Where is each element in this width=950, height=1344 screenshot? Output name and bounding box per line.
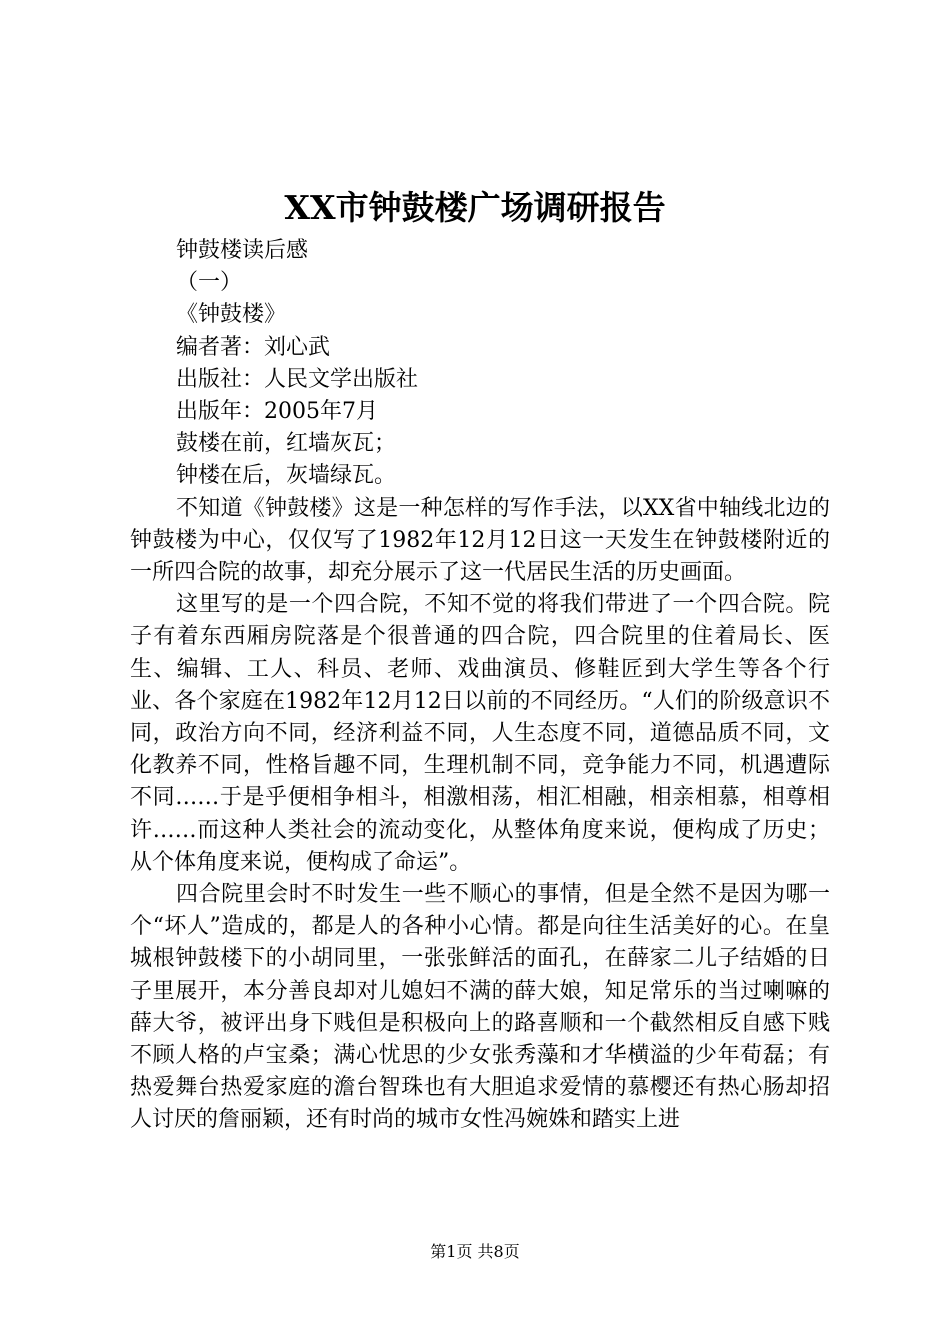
body-paragraph: 四合院里会时不时发生一些不顺心的事情，但是全然不是因为哪一个“坏人”造成的，都是人的各种小心情。都是向往生活美好的心。在皇城根钟鼓楼下的小胡同里，一张张鲜活的面孔，在薛家二儿子结婚的日子里展开，本分善良却对儿媳妇不满的薛大娘，知足常乐的当过喇嘛的薛大爷，被评出身下贱但是积极向上的路喜顺和一个截然相反自感下贱不顾人格的卢宝桑；满心忧思的少女张秀藻和才华横溢的少年荀磊；有热爱舞台热爱家庭的澹台智珠也有大胆追求爱情的慕樱还有热心肠却招人讨厌的詹丽颖，还有时尚的城市女性冯婉姝和踏实上进 <box>130 882 830 1133</box>
body-line: （一） <box>176 270 243 296</box>
body-line: 钟鼓楼读后感 <box>176 238 309 263</box>
body-line: 编者著：刘心武 <box>176 334 331 360</box>
body-line: 鼓楼在前，红墙灰瓦； <box>176 431 397 457</box>
page-footer: 第1页 共8页 <box>430 1242 520 1261</box>
document-title: XX市钟鼓楼广场调研报告 <box>284 188 666 227</box>
body-paragraph: 这里写的是一个四合院，不知不觉的将我们带进了一个四合院。院子有着东西厢房院落是个很普通的四合院，四合院里的住着局长、医生、编辑、工人、科员、老师、戏曲演员、修鞋匠到大学生等各个行业、各个家庭在1982年12月12日以前的不同经历。“人们的阶级意识不同，政治方向不同，经济利益不同，人生态度不同，道德品质不同，文化教养不同，性格旨趣不同，生理机制不同，竞争能力不同，机遇遭际不同……于是乎便相争相斗，相激相荡，相汇相融，相亲相慕，相尊相许……而这种人类社会的流动变化，从整体角度来说，便构成了历史；从个体角度来说，便构成了命运”。 <box>130 592 830 875</box>
body-line: 钟楼在后，灰墙绿瓦。 <box>176 463 397 489</box>
body-line: 《钟鼓楼》 <box>176 302 287 328</box>
body-line: 出版年：2005年7月 <box>176 399 378 425</box>
body-line: 出版社：人民文学出版社 <box>176 366 419 392</box>
body-paragraph: 不知道《钟鼓楼》这是一种怎样的写作手法，以XX省中轴线北边的钟鼓楼为中心，仅仅写了1982年12月12日这一天发生在钟鼓楼附近的一所四合院的故事，却充分展示了这一代居民生活的历史画面。 <box>130 495 830 586</box>
document-body <box>130 235 830 1137</box>
